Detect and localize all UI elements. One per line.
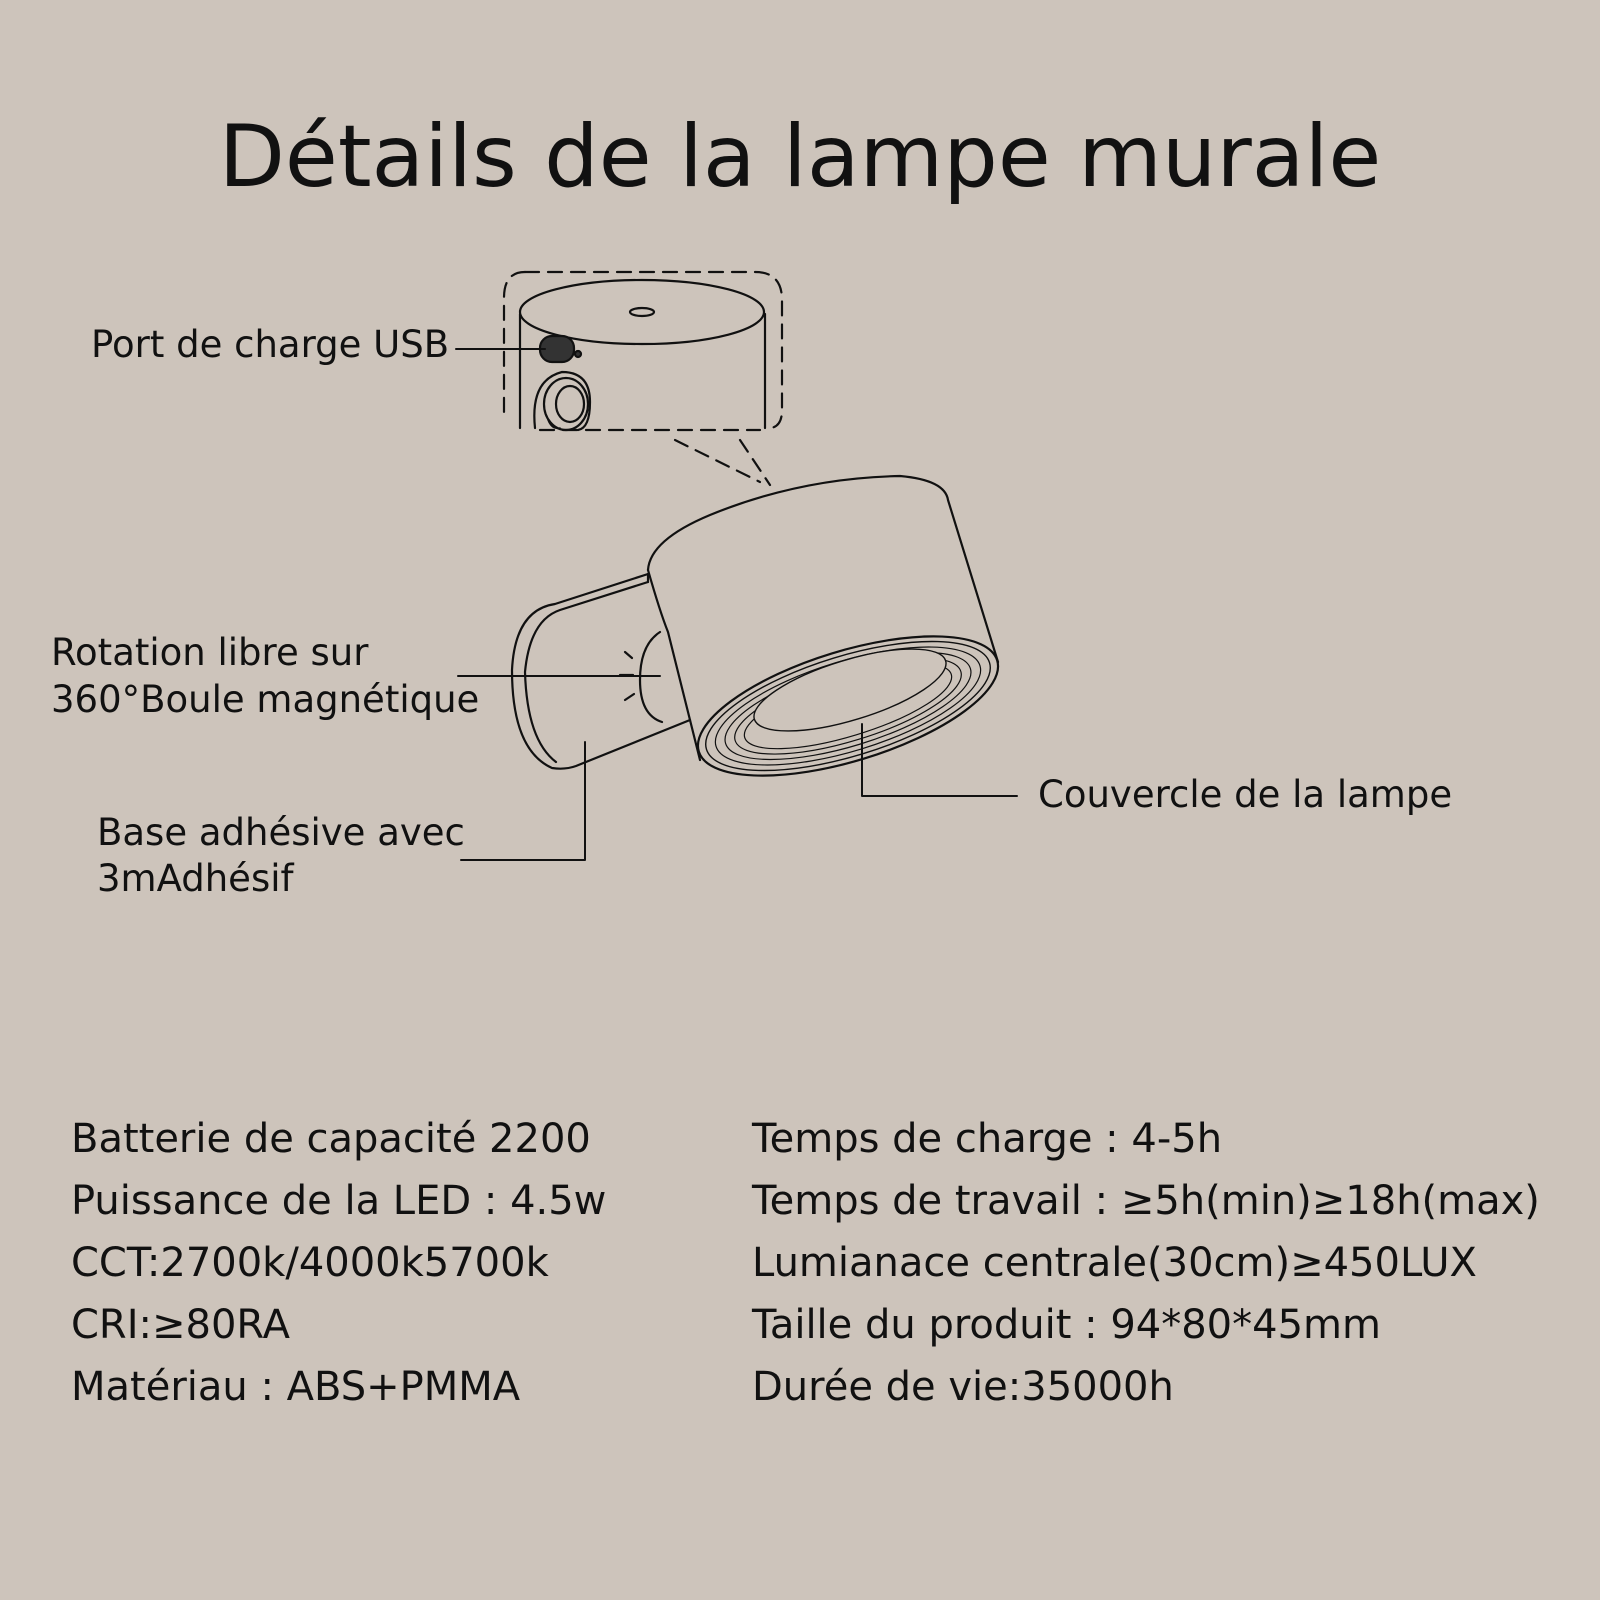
spec-material: Matériau : ABS+PMMA [71,1364,521,1410]
base-label-line2: 3mAdhésif [97,857,294,900]
usb-port-label: Port de charge USB [91,323,450,366]
spec-led-power: Puissance de la LED : 4.5w [71,1178,607,1224]
rotation-label-line2: 360°Boule magnétique [51,678,480,721]
spec-size: Taille du produit : 94*80*45mm [752,1302,1381,1348]
spec-battery: Batterie de capacité 2200 [71,1116,591,1162]
leader-lines [456,349,1017,860]
lamp-head-illustration [648,476,1013,804]
rotation-label-line1: Rotation libre sur [51,631,369,674]
specs-left-column [71,1108,606,1418]
page-title: Détails de la lampe murale [218,106,1382,207]
cover-label: Couvercle de la lampe [1038,773,1453,816]
usb-detail-inset [504,272,782,485]
base-label-line1: Base adhésive avec [97,811,465,854]
spec-luminance: Lumianace centrale(30cm)≥450LUX [752,1240,1477,1286]
spec-charge-time: Temps de charge : 4-5h [752,1116,1223,1162]
magnet-ball-icon [534,372,590,430]
spec-cri: CRI:≥80RA [71,1302,290,1348]
specs-right-column [752,1108,1540,1418]
spec-lifetime: Durée de vie:35000h [752,1364,1174,1410]
spec-work-time: Temps de travail : ≥5h(min)≥18h(max) [752,1178,1540,1224]
adhesive-base-illustration [512,574,690,769]
spec-cct: CCT:2700k/4000k5700k [71,1240,549,1286]
